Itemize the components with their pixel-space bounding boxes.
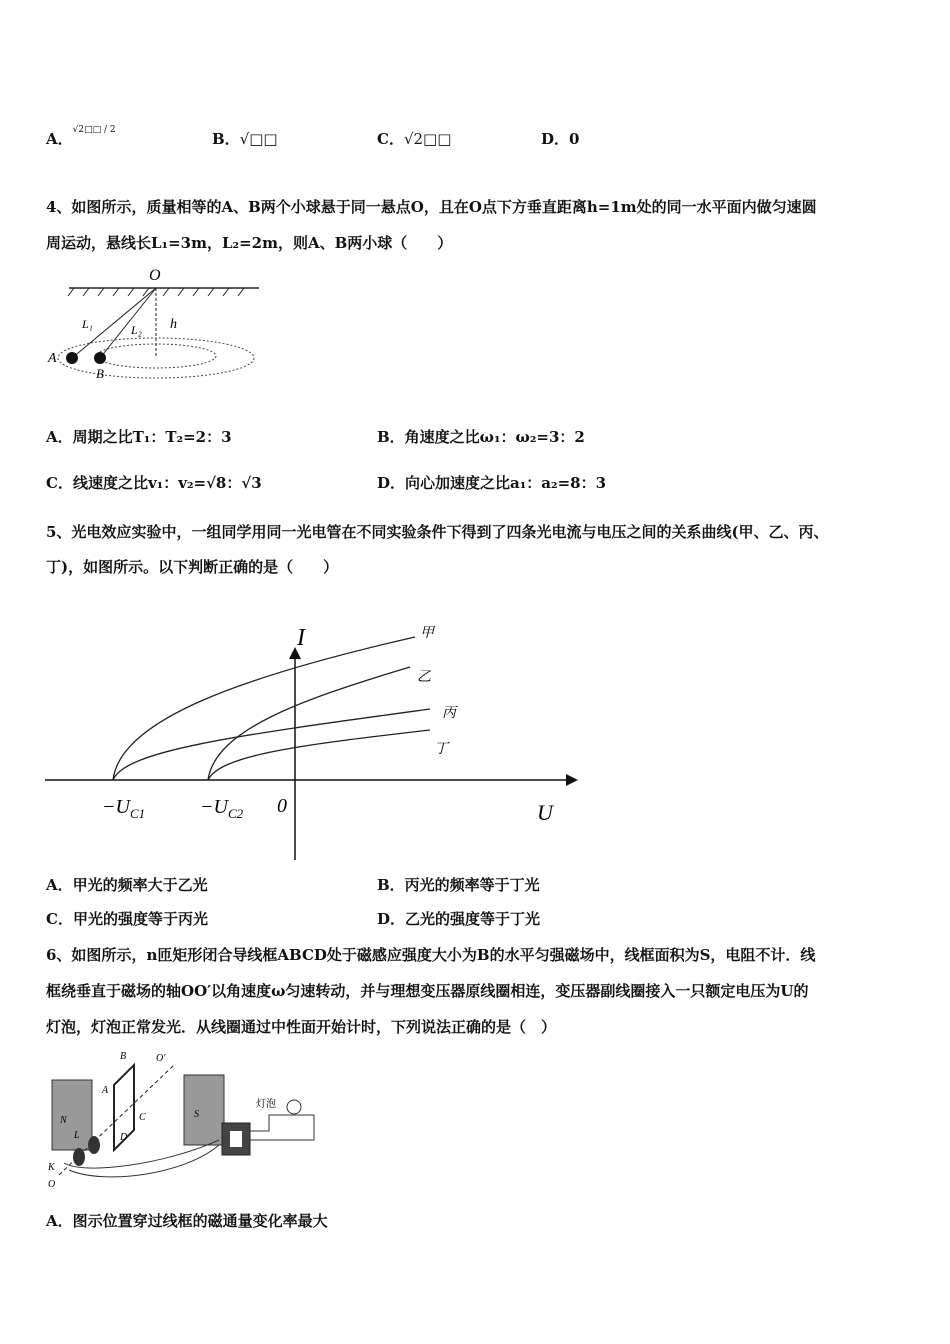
label-c: C [139, 1112, 146, 1123]
curve-label-jia: 甲 [420, 626, 434, 641]
curve-bing [113, 709, 430, 780]
label-bulb: 灯泡 [256, 1099, 276, 1110]
q4-stem-line2: 周运动，悬线长L₁=3m，L₂=2m，则A、B两小球（ ） [46, 234, 453, 252]
uc2-label: $-U_{C2}$ [200, 796, 244, 821]
curve-label-ding: 丁 [434, 742, 448, 757]
option-value: √2□□ / 2 [72, 125, 116, 135]
option-label: D． [541, 130, 570, 148]
q3-option-b [212, 128, 278, 149]
q4-option-c: C．线速度之比v₁：v₂=√8：√3 [46, 474, 262, 492]
uc1-label: $-U_{C1}$ [102, 796, 146, 821]
origin-label: 0 [277, 795, 287, 817]
q6-generator-figure [44, 1045, 334, 1190]
q6-stem-line1: 6、如图所示，n匝矩形闭合导线框ABCD处于磁感应强度大小为B的水平匀强磁场中，线框面积为S，电阻不计．线 [46, 946, 816, 964]
q4-option-b: B．角速度之比ω₁：ω₂=3：2 [377, 428, 585, 446]
q5-stem-line1: 5、光电效应实验中，一组同学用同一光电管在不同实验条件下得到了四条光电流与电压之间的关系曲线(甲、乙、丙、 [46, 523, 829, 541]
label-l: L [74, 1130, 80, 1141]
label-n: N [60, 1115, 67, 1126]
q5-option-a: A．甲光的频率大于乙光 [46, 876, 208, 894]
label-o: O [48, 1179, 56, 1190]
label-l2: L₂ [131, 323, 142, 337]
q5-iu-graph [40, 615, 585, 865]
q4-option-a: A．周期之比T₁：T₂=2：3 [46, 428, 232, 446]
label-o: O [149, 267, 161, 284]
q5-option-c: C．甲光的强度等于丙光 [46, 910, 208, 928]
label-b: B [96, 366, 104, 381]
q6-option-a: A．图示位置穿过线框的磁通量变化率最大 [46, 1212, 328, 1230]
label-a: A [48, 351, 57, 366]
q5-stem-line2: 丁)，如图所示。以下判断正确的是（ ） [46, 558, 339, 576]
q5-option-b: B．丙光的频率等于丁光 [377, 876, 540, 894]
curve-yi [208, 667, 410, 780]
label-s: S [194, 1109, 199, 1120]
label-o-prime: O′ [156, 1053, 166, 1064]
q5-option-d: D．乙光的强度等于丁光 [377, 910, 541, 928]
option-value: √2□□ [403, 130, 452, 148]
option-label: B． [212, 130, 240, 148]
magnet-s [184, 1075, 224, 1145]
curve-ding [208, 730, 430, 780]
q3-option-d [541, 128, 579, 149]
q4-pendulum-figure [44, 262, 264, 382]
label-l1: L₁ [82, 317, 93, 331]
q4-stem-line1: 4、如图所示，质量相等的A、B两个小球悬于同一悬点O，且在O点下方垂直距离h=1m处的同一水平面内做匀速圆 [46, 198, 817, 216]
option-label: C． [377, 130, 404, 148]
u-axis-label: U [537, 800, 553, 825]
option-label: A． [46, 130, 73, 148]
q4-option-d: D．向心加速度之比a₁：a₂=8：3 [377, 474, 607, 492]
curve-label-bing: 丙 [442, 706, 456, 721]
label-d: D [120, 1132, 128, 1143]
curve-jia [113, 637, 415, 780]
option-value: √□□ [239, 130, 278, 148]
q3-option-c [377, 128, 451, 149]
bulb-icon [287, 1100, 301, 1114]
q6-stem-line2: 框绕垂直于磁场的轴OO′以角速度ω匀速转动，并与理想变压器原线圈相连，变压器副线圈接入一只额定电压为U的 [46, 982, 809, 1000]
label-a: A [102, 1085, 109, 1096]
q3-option-a [46, 125, 116, 149]
i-axis-label: I [297, 625, 305, 651]
option-value: 0 [569, 130, 580, 148]
curve-label-yi: 乙 [417, 670, 431, 685]
label-h: h [170, 317, 177, 332]
label-b: B [120, 1051, 127, 1062]
q6-stem-line3: 灯泡，灯泡正常发光．从线圈通过中性面开始计时，下列说法正确的是（ ） [46, 1018, 557, 1036]
magnet-n [52, 1080, 92, 1150]
label-k: K [48, 1162, 55, 1173]
